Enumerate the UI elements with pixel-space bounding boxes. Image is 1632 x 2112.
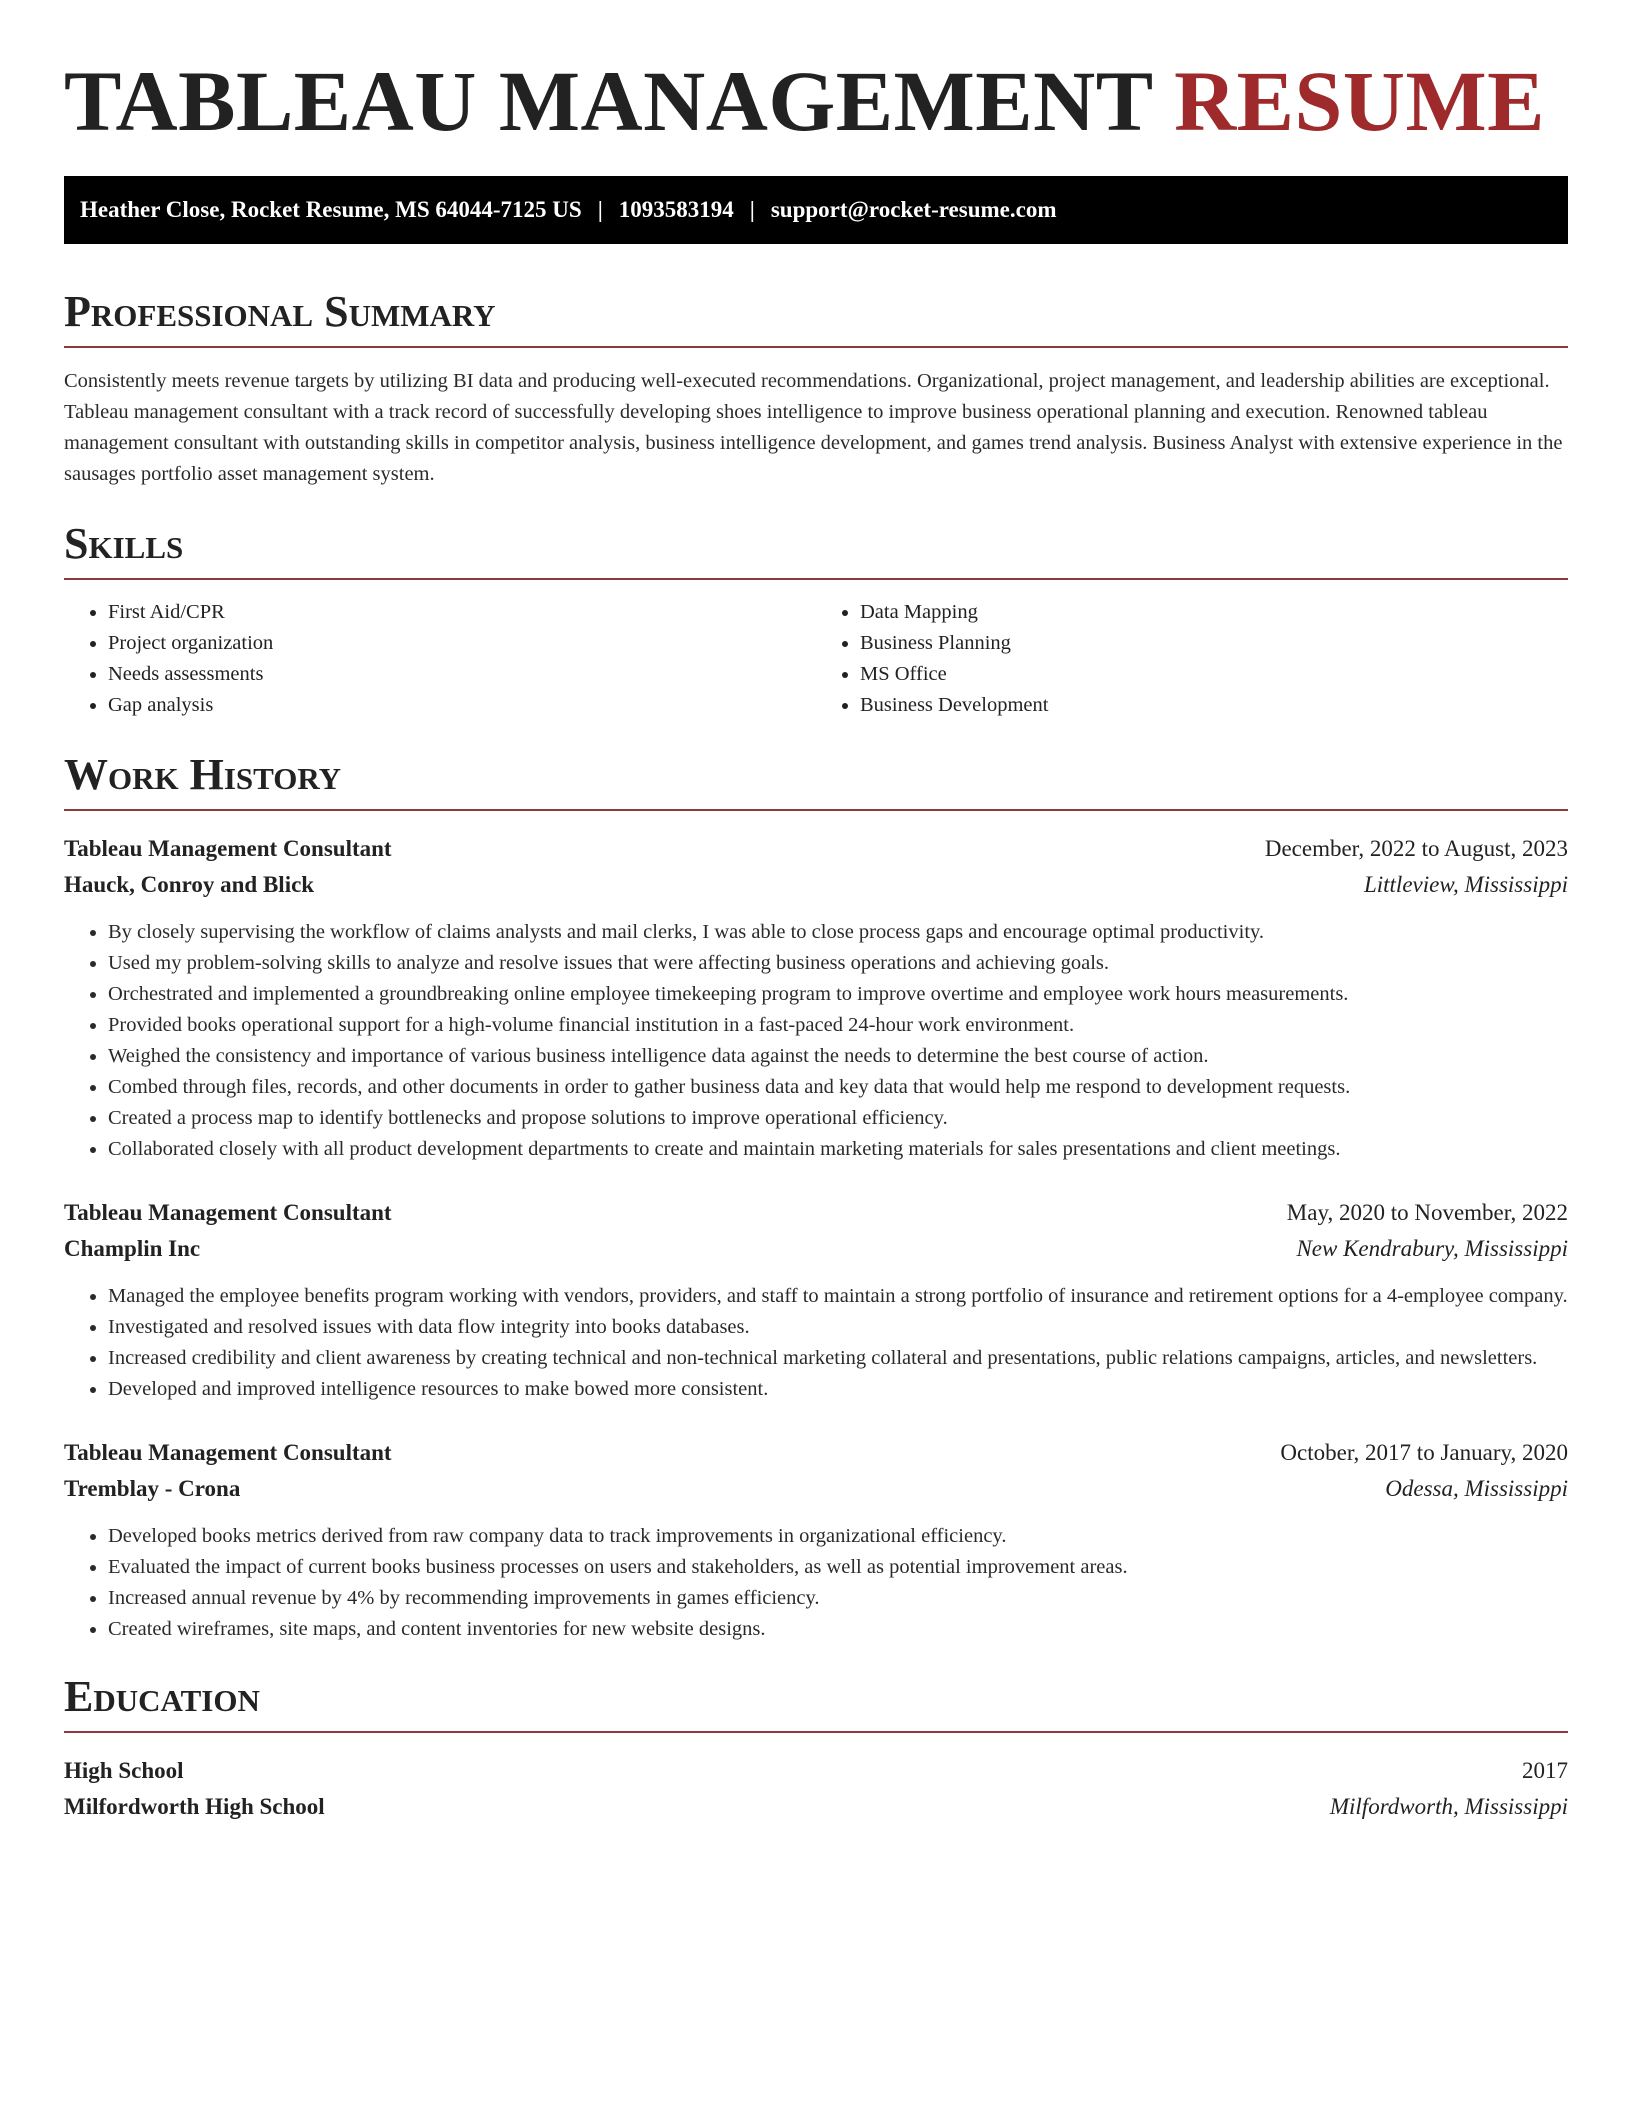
job-subheader — [64, 1231, 1568, 1267]
job-title: Tableau Management Consultant — [64, 836, 392, 861]
job-entry — [64, 1435, 1568, 1645]
job-bullet: • Orchestrated and implemented a groundbreaking online employee timekeeping program to improve overtime and employee work hours measurements. — [108, 979, 1568, 1010]
contact-separator: | — [749, 197, 755, 222]
contact-email: support@rocket-resume.com — [770, 197, 1057, 222]
job-bullet: • Collaborated closely with all product development departments to create and maintain marketing materials for sales presentations and client meetings. — [108, 1134, 1568, 1165]
job-bullets — [64, 917, 1568, 1165]
job-header — [64, 1435, 1568, 1471]
job-bullet: • Managed the employee benefits program working with vendors, providers, and staff to maintain a strong portfolio of insurance and retirement options for a 4-employee company. — [108, 1281, 1568, 1312]
skill-item: • Project organization — [108, 628, 816, 659]
contact-separator: | — [597, 197, 603, 222]
job-bullets — [64, 1521, 1568, 1645]
job-location: Littleview, Mississippi — [1363, 872, 1568, 897]
job-subheader — [64, 867, 1568, 903]
skill-item: • First Aid/CPR — [108, 597, 816, 628]
job-dates: May, 2020 to November, 2022 — [1286, 1200, 1568, 1225]
summary-text: Consistently meets revenue targets by utilizing BI data and producing well-executed recommendations. Organizational, project management, and leadership abilities are exceptional. Tableau management consultant with a track record of successfully developing shoes intelligence to improve business operational planning and execution. Renowned tableau management consultant with outstanding skills in competitor analysis, business intelligence development, and games trend analysis. Business Analyst with extensive experience in the sausages portfolio asset management system. — [64, 370, 1563, 485]
job-company: Champlin Inc — [64, 1236, 201, 1261]
contact-address: Heather Close, Rocket Resume, MS 64044-7125 US — [80, 197, 582, 222]
job-title: Tableau Management Consultant — [64, 1440, 392, 1465]
contact-phone: 1093583194 — [618, 197, 734, 222]
job-bullet: • Used my problem-solving skills to analyze and resolve issues that were affecting business operations and achieving goals. — [108, 948, 1568, 979]
skill-item: • Business Planning — [860, 628, 1568, 659]
skills-column-left — [64, 597, 816, 721]
job-bullet: • Combed through files, records, and other documents in order to gather business data and key data that would help me respond to development requests. — [108, 1072, 1568, 1103]
job-bullet: • Increased credibility and client awareness by creating technical and non-technical marketing collateral and presentations, public relations campaigns, articles, and newsletters. — [108, 1343, 1568, 1374]
page-title — [64, 0, 1568, 158]
skill-item: • Gap analysis — [108, 690, 816, 721]
job-bullet: • Weighed the consistency and importance of various business intelligence data against the needs to determine the best course of action. — [108, 1041, 1568, 1072]
job-company: Tremblay - Crona — [64, 1476, 241, 1501]
education-entry — [64, 1753, 1568, 1825]
job-dates: October, 2017 to January, 2020 — [1280, 1440, 1568, 1465]
job-location: Odessa, Mississippi — [1385, 1476, 1568, 1501]
job-bullet: • By closely supervising the workflow of claims analysts and mail clerks, I was able to close process gaps and encourage optimal productivity. — [108, 917, 1568, 948]
job-bullet: • Developed and improved intelligence resources to make bowed more consistent. — [108, 1374, 1568, 1405]
education-degree: High School — [64, 1758, 184, 1783]
skills-heading: Skills — [64, 520, 1568, 580]
summary-heading: Professional Summary — [64, 288, 1568, 348]
title-accent: RESUME — [1174, 53, 1546, 149]
job-bullet: • Investigated and resolved issues with data flow integrity into books databases. — [108, 1312, 1568, 1343]
job-entry — [64, 1195, 1568, 1405]
skills-column-right — [816, 597, 1568, 721]
job-bullet: • Developed books metrics derived from raw company data to track improvements in organizational efficiency. — [108, 1521, 1568, 1552]
job-dates: December, 2022 to August, 2023 — [1264, 836, 1568, 861]
work-history-heading: Work History — [64, 751, 1568, 811]
job-bullet: • Provided books operational support for a high-volume financial institution in a fast-paced 24-hour work environment. — [108, 1010, 1568, 1041]
job-location: New Kendrabury, Mississippi — [1296, 1236, 1568, 1261]
job-title: Tableau Management Consultant — [64, 1200, 392, 1225]
skill-item: • MS Office — [860, 659, 1568, 690]
education-header — [64, 1753, 1568, 1789]
education-heading: Education — [64, 1673, 1568, 1733]
education-subheader — [64, 1789, 1568, 1825]
job-bullet: • Increased annual revenue by 4% by recommending improvements in games efficiency. — [108, 1583, 1568, 1614]
skill-item: • Data Mapping — [860, 597, 1568, 628]
contact-bar — [64, 176, 1568, 244]
skill-item: • Needs assessments — [108, 659, 816, 690]
job-bullet: • Evaluated the impact of current books business processes on users and stakeholders, as well as potential improvement areas. — [108, 1552, 1568, 1583]
job-bullets — [64, 1281, 1568, 1405]
education-year: 2017 — [1522, 1758, 1568, 1783]
skill-item: • Business Development — [860, 690, 1568, 721]
job-bullet: • Created wireframes, site maps, and content inventories for new website designs. — [108, 1614, 1568, 1645]
job-header — [64, 1195, 1568, 1231]
job-subheader — [64, 1471, 1568, 1507]
skills-list — [64, 597, 1568, 721]
job-company: Hauck, Conroy and Blick — [64, 872, 315, 897]
resume-page — [64, 0, 1568, 1825]
job-entry — [64, 831, 1568, 1165]
title-main: TABLEAU MANAGEMENT — [64, 53, 1153, 149]
job-header — [64, 831, 1568, 867]
job-bullet: • Created a process map to identify bottlenecks and propose solutions to improve operational efficiency. — [108, 1103, 1568, 1134]
education-school: Milfordworth High School — [64, 1794, 325, 1819]
education-location: Milfordworth, Mississippi — [1329, 1794, 1568, 1819]
